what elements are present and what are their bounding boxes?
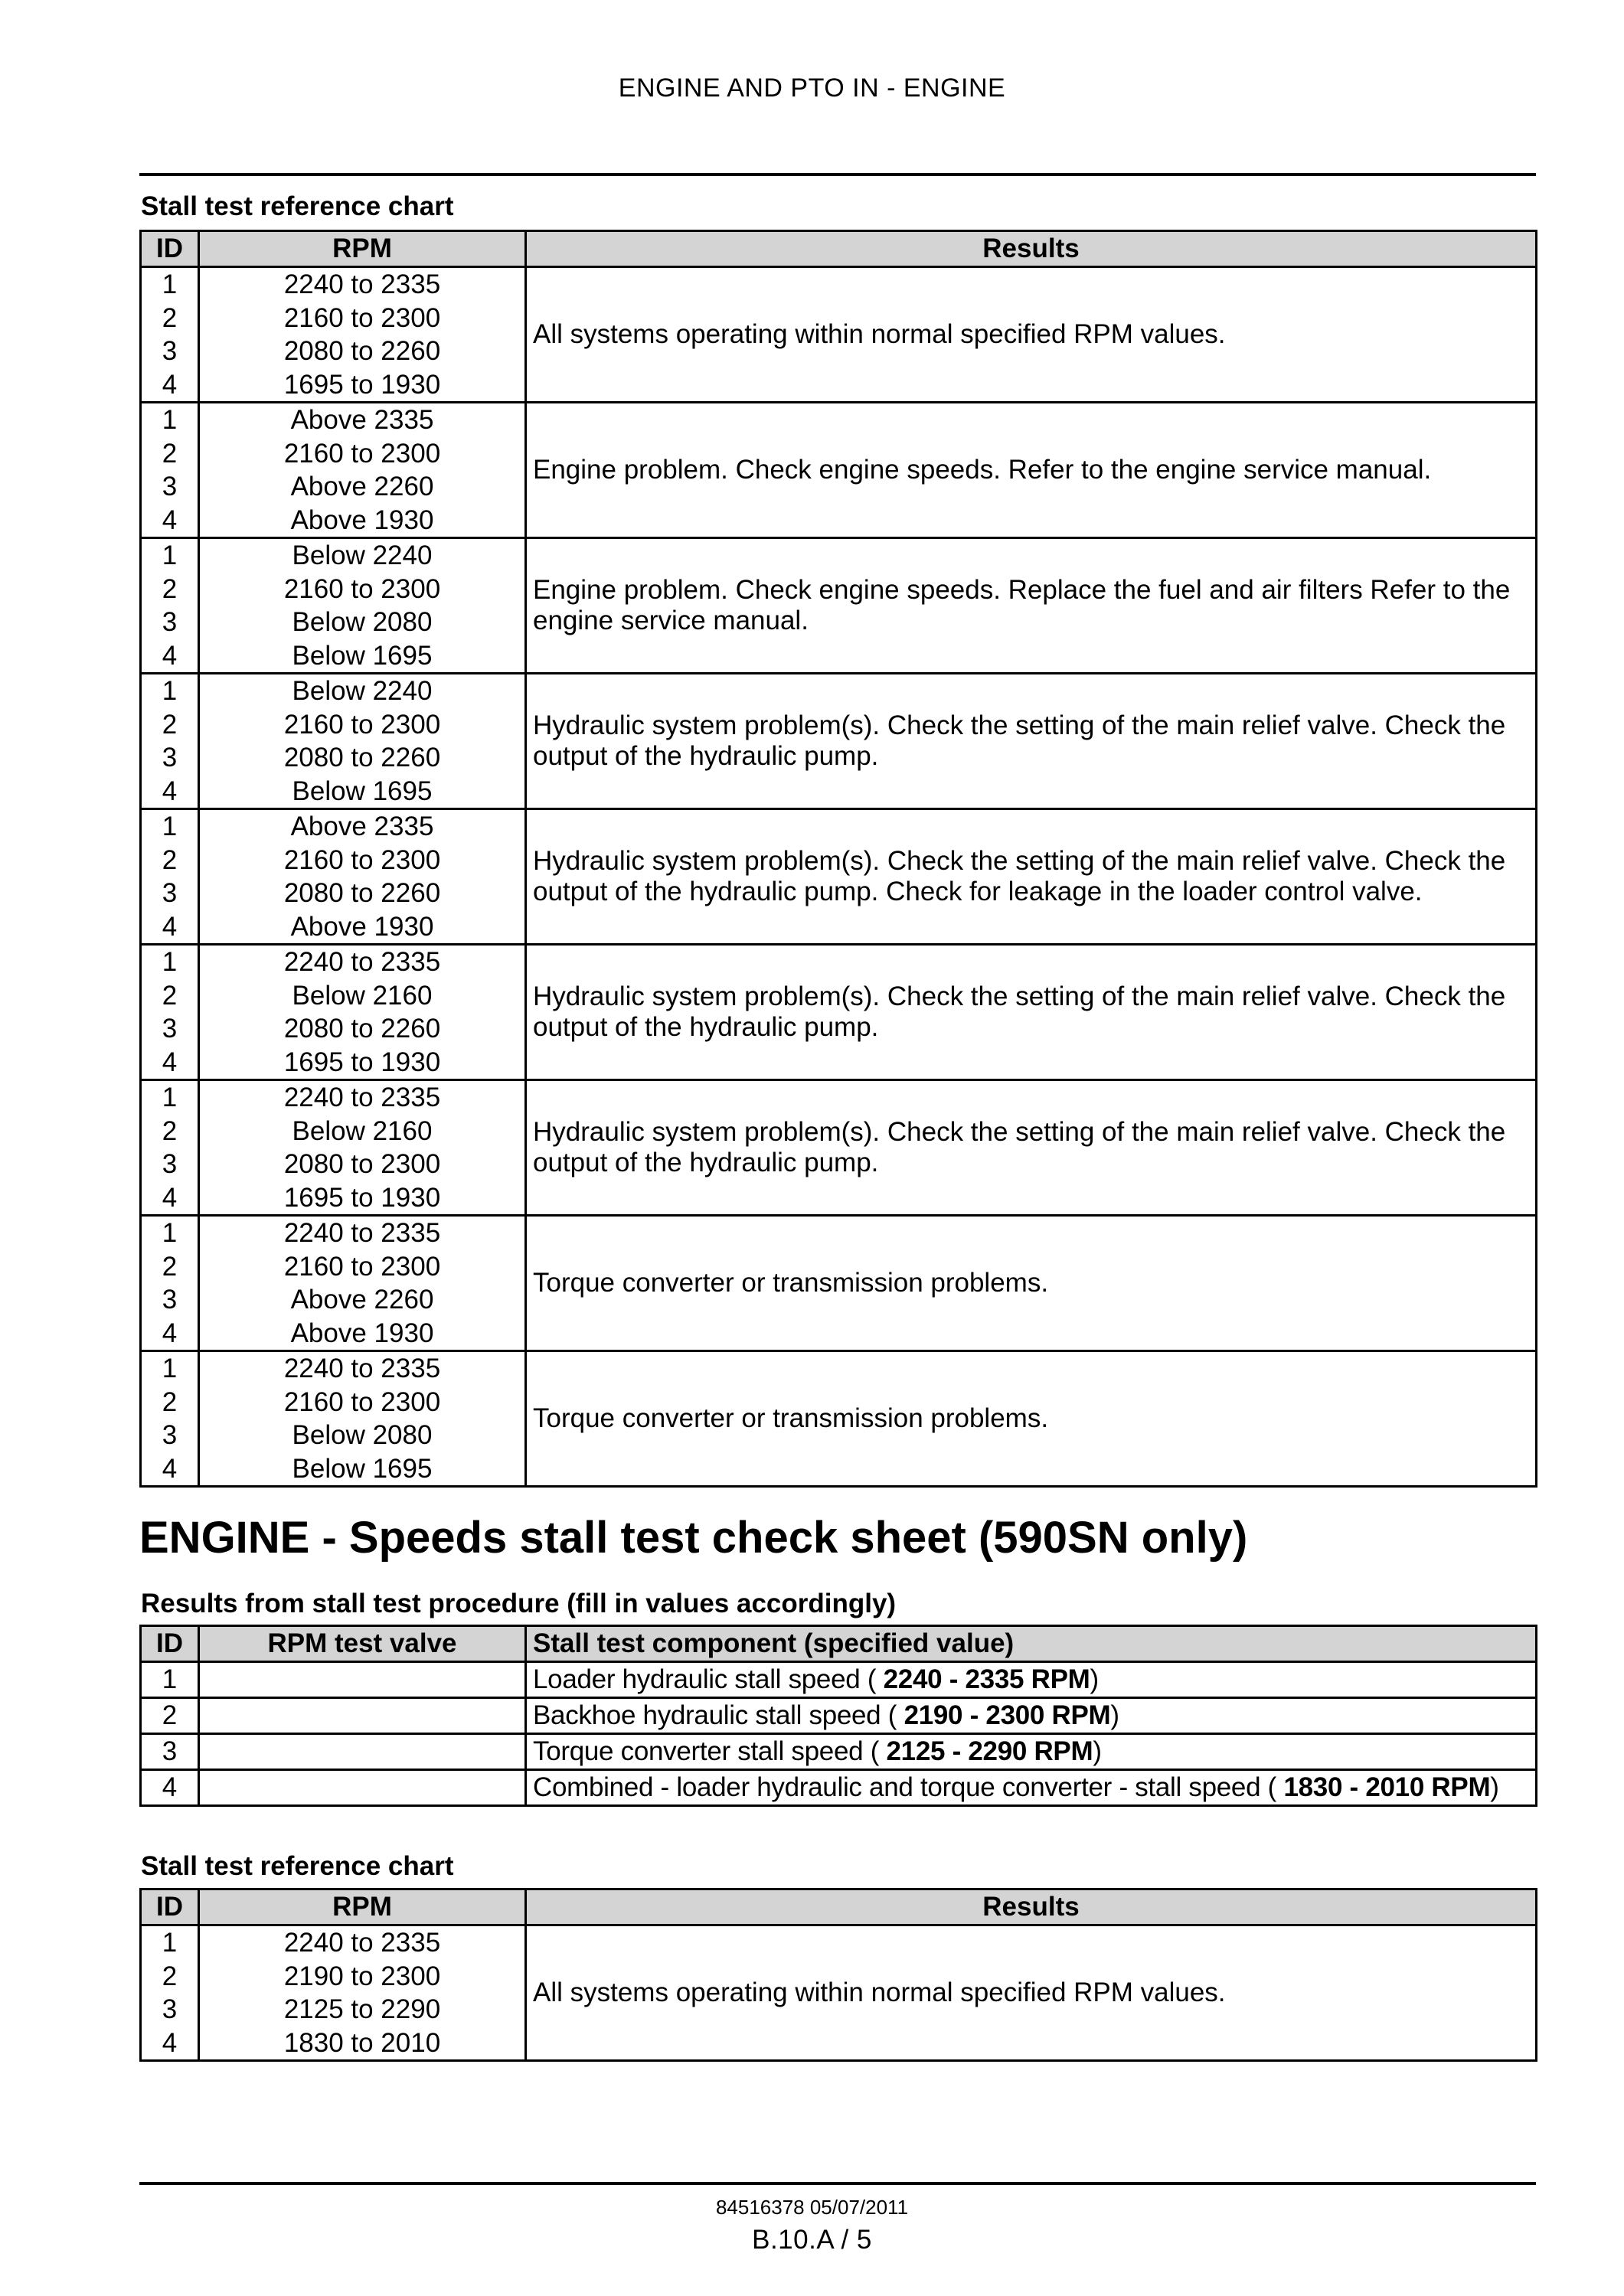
row-id: 4 [162, 776, 178, 806]
rpm-value: 2240 to 2335 [283, 947, 441, 977]
column-header-id: ID [141, 1889, 199, 1925]
rpm-value: Below 1695 [292, 776, 433, 806]
rpm-value: Above 2260 [290, 472, 434, 501]
rpm-value: Above 1930 [290, 1318, 434, 1348]
table-row-group [141, 1080, 1537, 1216]
row-id: 3 [141, 1734, 199, 1770]
rpm-cell [199, 809, 526, 945]
component-label: Torque converter stall speed ( [533, 1736, 887, 1766]
specified-value: 2190 - 2300 RPM [903, 1700, 1111, 1730]
rpm-entry-cell[interactable] [199, 1770, 526, 1806]
rpm-entry-cell[interactable] [199, 1662, 526, 1698]
table-row [141, 1734, 1537, 1770]
rpm-value: 2080 to 2260 [283, 878, 441, 908]
rpm-value: Below 1695 [292, 1453, 433, 1484]
chart1-caption: Stall test reference chart [141, 191, 454, 221]
component-cell [526, 1734, 1537, 1770]
column-header-rpm: RPM [199, 1889, 526, 1925]
result-text: Hydraulic system problem(s). Check the setting of the main relief valve. Check the output of the hydraulic pump. [526, 945, 1537, 1080]
rpm-value: 1695 to 1930 [283, 1047, 441, 1077]
column-header-component: Stall test component (specified value) [526, 1626, 1537, 1662]
row-id: 2 [162, 980, 178, 1011]
row-id: 1 [162, 269, 178, 299]
component-cell [526, 1662, 1537, 1698]
rpm-cell [199, 674, 526, 809]
rpm-value: 2160 to 2300 [283, 1251, 441, 1282]
row-id: 3 [162, 1285, 178, 1315]
rpm-value: Above 2335 [290, 812, 434, 841]
row-id: 3 [162, 878, 178, 908]
table-row-group [141, 674, 1537, 809]
row-id: 4 [162, 369, 178, 400]
section-title: ENGINE - Speeds stall test check sheet (590SN only) [139, 1513, 1248, 1563]
rpm-value: Below 2240 [292, 541, 433, 570]
result-text: Hydraulic system problem(s). Check the setting of the main relief valve. Check the output of the hydraulic pump. Check for leakage in the loader control valve. [526, 809, 1537, 945]
row-id: 3 [162, 472, 178, 501]
rpm-value: 2080 to 2300 [283, 1149, 441, 1179]
rpm-value: Below 2080 [292, 607, 433, 637]
id-cell [141, 1925, 199, 2061]
row-id: 4 [162, 505, 178, 535]
column-header-id: ID [141, 231, 199, 267]
result-text: Hydraulic system problem(s). Check the setting of the main relief valve. Check the output of the hydraulic pump. [526, 674, 1537, 809]
rpm-value: 2080 to 2260 [283, 336, 441, 366]
rpm-cell [199, 1080, 526, 1216]
row-id: 2 [162, 438, 178, 469]
row-id: 1 [141, 1662, 199, 1698]
column-header-id: ID [141, 1626, 199, 1662]
row-id: 3 [162, 1149, 178, 1179]
row-id: 4 [162, 1047, 178, 1077]
result-text: Engine problem. Check engine speeds. Refer to the engine service manual. [526, 403, 1537, 538]
id-cell [141, 1080, 199, 1216]
rpm-value: 2160 to 2300 [283, 1386, 441, 1417]
table-row-group [141, 945, 1537, 1080]
row-id: 2 [162, 1251, 178, 1282]
rpm-value: Above 2335 [290, 405, 434, 435]
header-rule [139, 173, 1536, 176]
table-header-row [141, 231, 1537, 267]
row-id: 1 [162, 947, 178, 977]
row-id: 1 [162, 1218, 178, 1248]
component-suffix: ) [1090, 1664, 1099, 1694]
component-label: Loader hydraulic stall speed ( [533, 1664, 884, 1694]
rpm-value: Below 2240 [292, 676, 433, 706]
row-id: 3 [162, 1994, 178, 2024]
rpm-value: 2160 to 2300 [283, 844, 441, 875]
row-id: 4 [162, 1318, 178, 1348]
row-id: 3 [162, 607, 178, 637]
row-id: 2 [162, 1961, 178, 1991]
check-sheet-caption: Results from stall test procedure (fill in values accordingly) [141, 1589, 897, 1618]
stall-reference-table-590sn [139, 1888, 1537, 2062]
result-text: All systems operating within normal specified RPM values. [526, 1925, 1537, 2061]
rpm-value: Below 2080 [292, 1420, 433, 1450]
rpm-value: Above 1930 [290, 505, 434, 535]
rpm-value: 2240 to 2335 [283, 1928, 441, 1958]
rpm-cell [199, 538, 526, 674]
row-id: 4 [141, 1770, 199, 1806]
row-id: 3 [162, 1014, 178, 1043]
rpm-value: 2160 to 2300 [283, 302, 441, 333]
rpm-value: 2190 to 2300 [283, 1961, 441, 1991]
rpm-value: 2240 to 2335 [283, 1083, 441, 1112]
specified-value: 1830 - 2010 RPM [1283, 1772, 1491, 1802]
rpm-value: 1695 to 1930 [283, 369, 441, 400]
id-cell [141, 674, 199, 809]
rpm-value: 2240 to 2335 [283, 1218, 441, 1248]
table-row-group [141, 809, 1537, 945]
result-text: Torque converter or transmission problems. [526, 1216, 1537, 1351]
rpm-value: 2160 to 2300 [283, 438, 441, 469]
id-cell [141, 538, 199, 674]
row-id: 3 [162, 1420, 178, 1450]
result-text: Torque converter or transmission problems. [526, 1351, 1537, 1487]
rpm-value: 2125 to 2290 [283, 1994, 441, 2024]
id-cell [141, 403, 199, 538]
table-row [141, 1770, 1537, 1806]
rpm-value: 2080 to 2260 [283, 743, 441, 772]
specified-value: 2240 - 2335 RPM [883, 1664, 1090, 1694]
rpm-cell [199, 945, 526, 1080]
footer-rule [139, 2182, 1536, 2185]
component-suffix: ) [1110, 1700, 1119, 1730]
page-header: ENGINE AND PTO IN - ENGINE [618, 73, 1006, 103]
rpm-cell [199, 1351, 526, 1487]
row-id: 2 [162, 709, 178, 740]
rpm-value: Above 1930 [290, 911, 434, 942]
rpm-value: Below 1695 [292, 640, 433, 671]
stall-reference-table [139, 230, 1537, 1488]
column-header-rpm-test-valve: RPM test valve [199, 1626, 526, 1662]
row-id: 2 [162, 1386, 178, 1417]
rpm-entry-cell[interactable] [199, 1734, 526, 1770]
component-suffix: ) [1093, 1736, 1102, 1766]
component-cell [526, 1698, 1537, 1734]
row-id: 4 [162, 911, 178, 942]
row-id: 1 [162, 1928, 178, 1958]
rpm-cell [199, 1216, 526, 1351]
table-row [141, 1662, 1537, 1698]
rpm-value: 2240 to 2335 [283, 1354, 441, 1383]
row-id: 4 [162, 1182, 178, 1213]
rpm-value: 1830 to 2010 [283, 2027, 441, 2058]
table-row-group [141, 1351, 1537, 1487]
table-row-group [141, 267, 1537, 403]
rpm-value: Above 2260 [290, 1285, 434, 1315]
footer-doc-number: 84516378 05/07/2011 [715, 2196, 909, 2219]
rpm-value: Below 2160 [292, 980, 433, 1011]
row-id: 1 [162, 1083, 178, 1112]
id-cell [141, 267, 199, 403]
component-label: Backhoe hydraulic stall speed ( [533, 1700, 904, 1730]
table-row-group [141, 538, 1537, 674]
component-label: Combined - loader hydraulic and torque converter - stall speed ( [533, 1772, 1284, 1802]
id-cell [141, 809, 199, 945]
result-text: Engine problem. Check engine speeds. Replace the fuel and air filters Refer to the engine service manual. [526, 538, 1537, 674]
row-id: 2 [141, 1698, 199, 1734]
column-header-results: Results [526, 1889, 1537, 1925]
row-id: 1 [162, 812, 178, 841]
id-cell [141, 1351, 199, 1487]
check-sheet-table [139, 1625, 1537, 1807]
component-suffix: ) [1490, 1772, 1499, 1802]
row-id: 2 [162, 844, 178, 875]
rpm-value: 2240 to 2335 [283, 269, 441, 299]
row-id: 4 [162, 1453, 178, 1484]
rpm-value: Below 2160 [292, 1115, 433, 1146]
rpm-cell [199, 403, 526, 538]
id-cell [141, 1216, 199, 1351]
row-id: 3 [162, 743, 178, 772]
column-header-rpm: RPM [199, 231, 526, 267]
table-header-row [141, 1889, 1537, 1925]
column-header-results: Results [526, 231, 1537, 267]
rpm-value: 2160 to 2300 [283, 573, 441, 604]
table-row [141, 1698, 1537, 1734]
rpm-value: 2160 to 2300 [283, 709, 441, 740]
row-id: 2 [162, 573, 178, 604]
row-id: 4 [162, 640, 178, 671]
footer-page-number: B.10.A / 5 [752, 2225, 872, 2255]
specified-value: 2125 - 2290 RPM [886, 1736, 1093, 1766]
table-row-group [141, 1925, 1537, 2061]
row-id: 1 [162, 541, 178, 570]
result-text: All systems operating within normal specified RPM values. [526, 267, 1537, 403]
row-id: 2 [162, 302, 178, 333]
row-id: 1 [162, 1354, 178, 1383]
row-id: 3 [162, 336, 178, 366]
rpm-cell [199, 267, 526, 403]
component-cell [526, 1770, 1537, 1806]
row-id: 2 [162, 1115, 178, 1146]
rpm-cell [199, 1925, 526, 2061]
rpm-value: 1695 to 1930 [283, 1182, 441, 1213]
row-id: 1 [162, 405, 178, 435]
rpm-value: 2080 to 2260 [283, 1014, 441, 1043]
id-cell [141, 945, 199, 1080]
row-id: 1 [162, 676, 178, 706]
row-id: 4 [162, 2027, 178, 2058]
chart2-caption: Stall test reference chart [141, 1851, 454, 1881]
table-header-row [141, 1626, 1537, 1662]
rpm-entry-cell[interactable] [199, 1698, 526, 1734]
table-row-group [141, 1216, 1537, 1351]
table-row-group [141, 403, 1537, 538]
result-text: Hydraulic system problem(s). Check the setting of the main relief valve. Check the output of the hydraulic pump. [526, 1080, 1537, 1216]
